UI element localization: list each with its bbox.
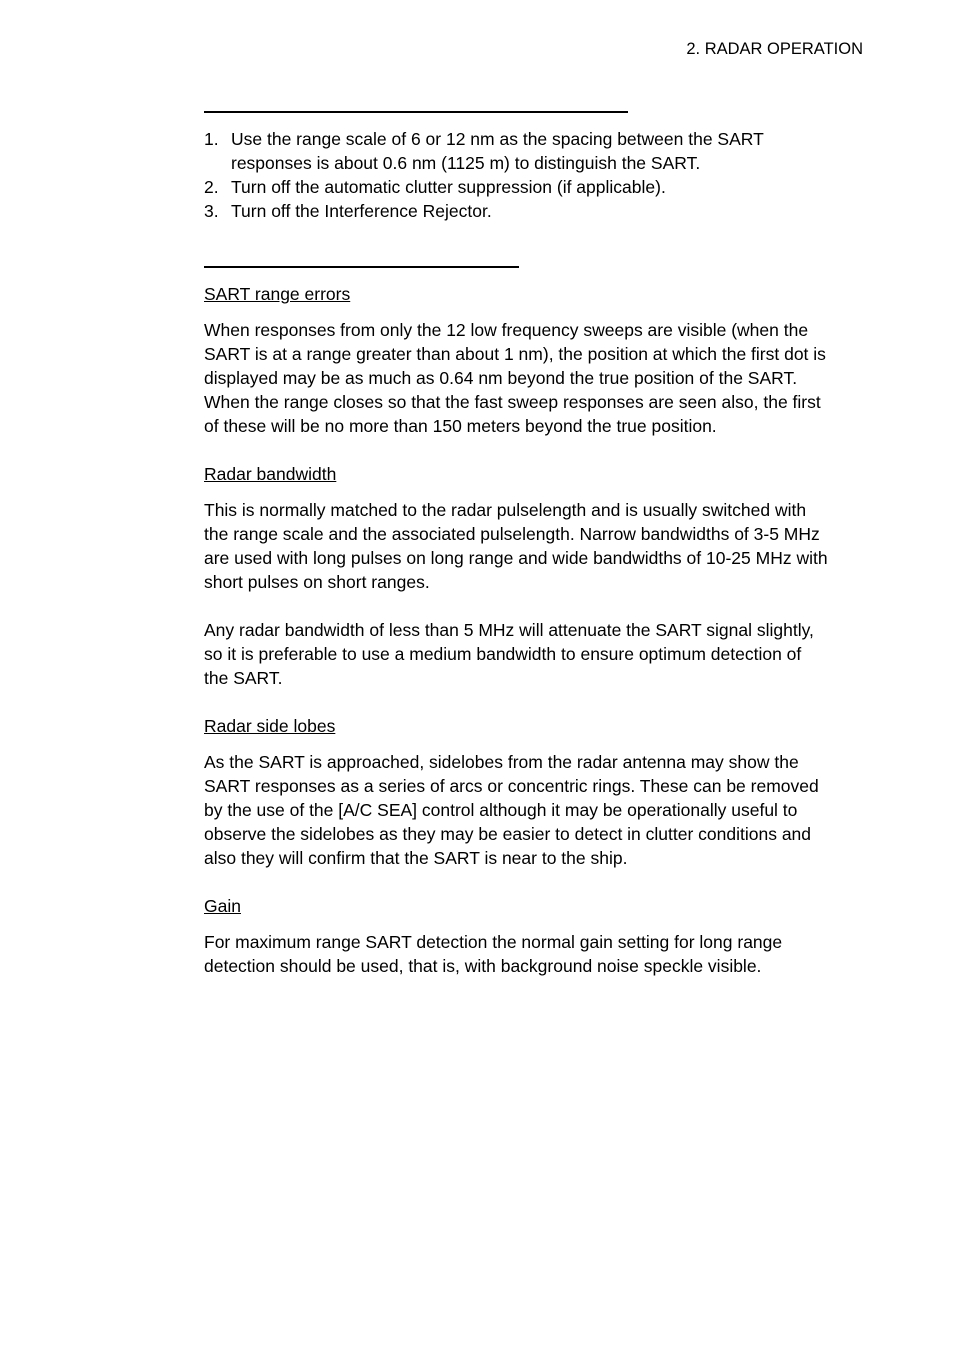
paragraph-line: For maximum range SART detection the normal gain setting for long range <box>204 932 783 952</box>
paragraph-line: so it is preferable to use a medium bandwidth to ensure optimum detection of <box>204 644 802 664</box>
paragraph <box>204 930 864 978</box>
paragraph-line: SART is at a range greater than about 1 nm), the position at which the first dot is <box>204 344 826 364</box>
paragraph-line: Any radar bandwidth of less than 5 MHz will attenuate the SART signal slightly, <box>204 620 814 640</box>
list-item-line: responses is about 0.6 nm (1125 m) to distinguish the SART. <box>231 153 701 173</box>
list-item-number: 2. <box>204 177 219 197</box>
document-body <box>204 282 864 978</box>
paragraph-line: of these will be no more than 150 meters beyond the true position. <box>204 416 717 436</box>
paragraph-line: This is normally matched to the radar pulselength and is usually switched with <box>204 500 807 520</box>
paragraph <box>204 750 864 870</box>
paragraph-line: When the range closes so that the fast sweep responses are seen also, the first <box>204 392 821 412</box>
section-title-rule <box>204 111 628 113</box>
paragraph <box>204 498 864 594</box>
list-item-line: Turn off the Interference Rejector. <box>231 201 492 221</box>
list-item <box>204 127 804 175</box>
paragraph-line: displayed may be as much as 0.64 nm beyond the true position of the SART. <box>204 368 798 388</box>
settings-list <box>204 127 804 223</box>
list-item-line: Turn off the automatic clutter suppression (if applicable). <box>231 177 666 197</box>
paragraph-line: short pulses on short ranges. <box>204 572 430 592</box>
list-item-number: 1. <box>204 129 219 149</box>
paragraph-line: are used with long pulses on long range and wide bandwidths of 10-25 MHz with <box>204 548 828 568</box>
paragraph-line: by the use of the [A/C SEA] control although it may be operationally useful to <box>204 800 798 820</box>
paragraph-line: the SART. <box>204 668 283 688</box>
paragraph <box>204 618 864 690</box>
list-item <box>204 199 804 223</box>
list-item-number: 3. <box>204 201 219 221</box>
paragraph-line: detection should be used, that is, with background noise speckle visible. <box>204 956 762 976</box>
paragraph <box>204 318 864 438</box>
list-item <box>204 175 804 199</box>
list-item-line: Use the range scale of 6 or 12 nm as the spacing between the SART <box>231 129 764 149</box>
paragraph-line: the range scale and the associated pulselength. Narrow bandwidths of 3-5 MHz <box>204 524 820 544</box>
paragraph-line: SART responses as a series of arcs or concentric rings. These can be removed <box>204 776 819 796</box>
paragraph-line: As the SART is approached, sidelobes from the radar antenna may show the <box>204 752 799 772</box>
subsection-heading: SART range errors <box>204 284 351 304</box>
subsection-heading: Radar side lobes <box>204 716 336 736</box>
subsection-heading: Radar bandwidth <box>204 464 337 484</box>
running-header: 2. RADAR OPERATION <box>686 40 863 58</box>
paragraph-line: observe the sidelobes as they may be easier to detect in clutter conditions and <box>204 824 812 844</box>
paragraph-line: When responses from only the 12 low frequency sweeps are visible (when the <box>204 320 809 340</box>
section-title-rule <box>204 266 519 268</box>
paragraph-line: also they will confirm that the SART is near to the ship. <box>204 848 628 868</box>
subsection-heading: Gain <box>204 896 241 916</box>
